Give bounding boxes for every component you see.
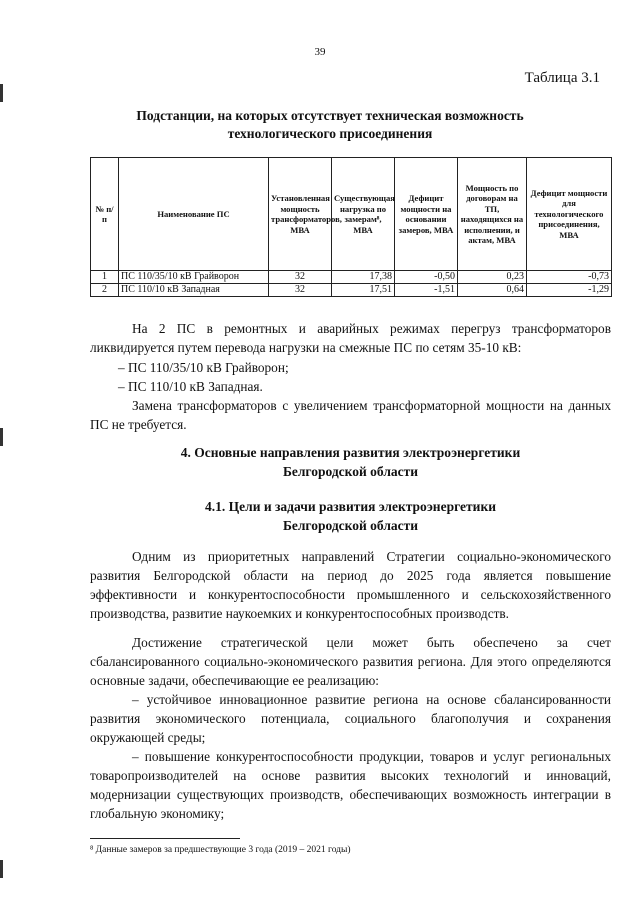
substations-table	[90, 157, 612, 297]
table-cell: 0,23	[458, 271, 527, 284]
paragraph-overload: На 2 ПС в ремонтных и аварийных режимах перегруз трансформаторов ликвидируется путем перевода нагрузки на смежные ПС по сетям 35-10 кВ:	[90, 321, 611, 355]
heading-line: Белгородской области	[282, 464, 419, 479]
scan-edge-mark	[0, 84, 3, 102]
col-header-deficit-measured: Дефицит мощности на основании замеров, МВА	[395, 158, 458, 271]
footnote-divider	[90, 838, 240, 839]
table-cell: -1,51	[395, 284, 458, 297]
table-cell: -0,73	[527, 271, 612, 284]
col-header-name: Наименование ПС	[119, 158, 269, 271]
heading-line: 4. Основные направления развития электроэнергетики	[180, 445, 521, 460]
paragraph-replacement: Замена трансформаторов с увеличением трансформаторной мощности на данных ПС не требуется.	[90, 398, 611, 432]
table-cell: 32	[269, 284, 332, 297]
page-number: 39	[314, 46, 326, 58]
scan-edge-mark	[0, 428, 3, 446]
list-item: – ПС 110/35/10 кВ Грайворон;	[118, 360, 289, 375]
col-header-existing-load: Существующая нагрузка по замерам⁸, МВА	[332, 158, 395, 271]
paragraph-goals: Достижение стратегической цели может быть обеспечено за счет сбалансированного социально-экономического развития региона. Для этого определяются основные задачи, обеспечивающие ее реализацию:	[90, 635, 611, 688]
paragraph-strategy: Одним из приоритетных направлений Стратегии социально-экономического развития Белгородской области на период до 2025 года является повышение эффективности и конкурентоспособности промышленного и сельскохозяйственного производства, развитие наукоемких и конкурентоспособных производств.	[90, 549, 611, 621]
table-label: Таблица 3.1	[524, 70, 600, 86]
table-cell: -0,50	[395, 271, 458, 284]
list-item: – ПС 110/10 кВ Западная.	[118, 379, 263, 394]
section-heading-4	[90, 443, 611, 481]
table-row	[91, 271, 612, 284]
table-cell: 17,38	[332, 271, 395, 284]
table-header-row	[91, 158, 612, 271]
table-title-line1: Подстанции, на которых отсутствует техническая возможность	[136, 108, 524, 123]
table-title	[100, 107, 560, 143]
table-title-line2: технологического присоединения	[227, 126, 433, 141]
col-header-deficit-connection: Дефицит мощности для технологического присоединения, МВА	[527, 158, 612, 271]
bullet-sustainable-development: – устойчивое инновационное развитие региона на основе сбалансированности развития экономического потенциала, социального благополучия и сохранения окружающей среды;	[90, 692, 611, 745]
heading-line: 4.1. Цели и задачи развития электроэнергетики	[205, 499, 496, 514]
table-cell: -1,29	[527, 284, 612, 297]
scan-edge-mark	[0, 860, 3, 878]
table-cell: 17,51	[332, 284, 395, 297]
table-cell: 2	[91, 284, 119, 297]
col-header-contract-capacity: Мощность по договорам на ТП, находящихся на исполнении, и актам, МВА	[458, 158, 527, 271]
table-cell: ПС 110/35/10 кВ Грайворон	[119, 271, 269, 284]
table-cell: ПС 110/10 кВ Западная	[119, 284, 269, 297]
heading-line: Белгородской области	[282, 518, 419, 533]
table-cell: 1	[91, 271, 119, 284]
col-header-index: № п/п	[91, 158, 119, 271]
table-cell: 32	[269, 271, 332, 284]
table-cell: 0,64	[458, 284, 527, 297]
footnote: ⁸ Данные замеров за предшествующие 3 года (2019 – 2021 годы)	[90, 845, 351, 855]
bullet-competitiveness: – повышение конкурентоспособности продукции, товаров и услуг региональных товаропроизводителей на основе развития высоких технологий и инноваций, модернизации существующих производств, обеспечивающих возможность интеграции в глобальную экономику;	[90, 749, 611, 821]
section-heading-4-1	[90, 497, 611, 535]
col-header-installed-capacity: Установленная мощность трансформаторов, МВА	[269, 158, 332, 271]
table-row	[91, 284, 612, 297]
